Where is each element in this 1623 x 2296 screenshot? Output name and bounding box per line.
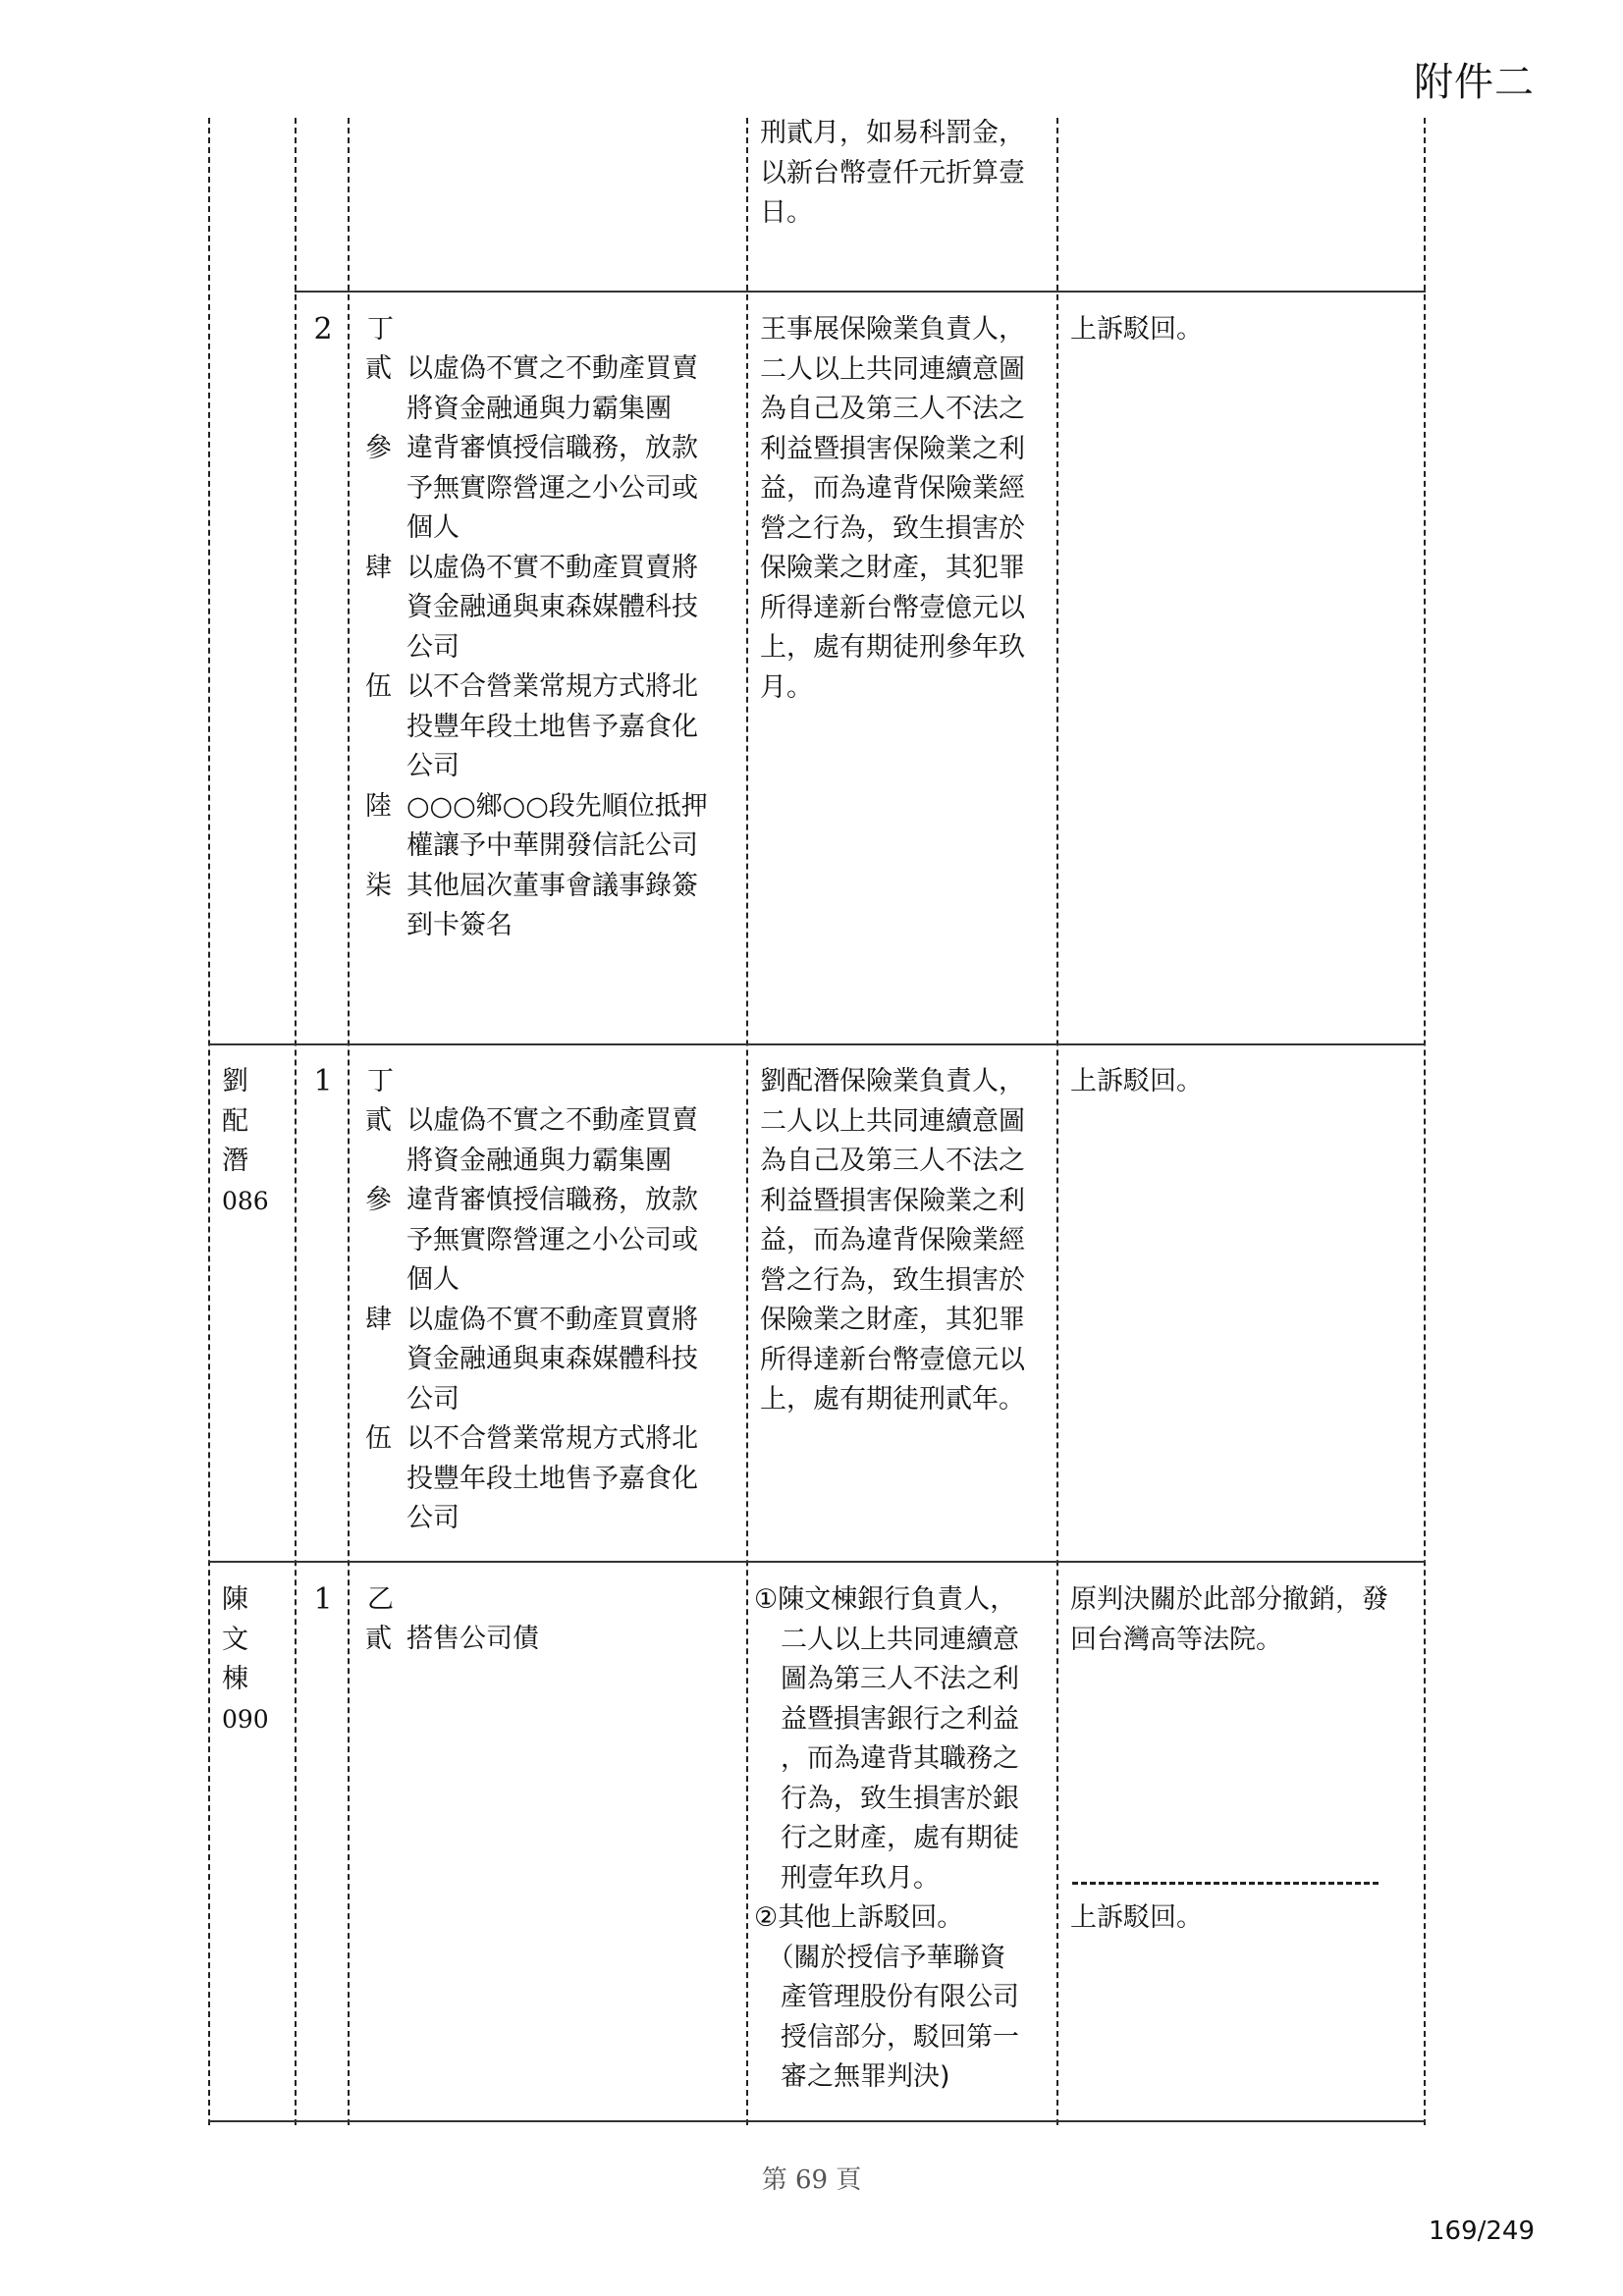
appeal-result: 上訴駁回。 — [1070, 314, 1203, 345]
column-border — [1056, 118, 1058, 2125]
judgment-line: 利益暨損害保險業之利 — [760, 433, 1025, 464]
judgment-line: 刑貳月，如易科罰金， — [760, 118, 1025, 148]
judgment-line: 利益暨損害保險業之利 — [760, 1185, 1025, 1216]
judgment-line: ②其他上訴駁回。 — [754, 1902, 964, 1933]
act-list — [365, 1620, 738, 1660]
judgment-line: 授信部分，駁回第一 — [754, 2021, 1019, 2053]
act-item — [365, 1181, 738, 1301]
page-number: 第 69 頁 — [761, 2165, 862, 2195]
judgment-cell — [760, 1062, 1045, 1420]
judgment-line: 二人以上共同連續意圖 — [760, 353, 1025, 385]
act-list — [365, 1101, 738, 1539]
judgment-line: 保險業之財產，其犯罪 — [760, 1305, 1025, 1335]
judgment-table — [208, 118, 1426, 2125]
act-number: 柒 — [365, 870, 392, 901]
name-char: 棟 — [222, 1664, 248, 1694]
row-divider — [208, 1043, 1426, 1045]
judgment-line: 為自己及第三人不法之 — [760, 394, 1025, 424]
row-divider — [208, 2120, 1426, 2122]
judgment-line: 行為，致生損害於銀 — [754, 1783, 1019, 1814]
act-description: 以虛偽不實不動產買賣將資金融通與東森媒體科技公司 — [406, 1304, 698, 1415]
judgment-line: 圖為第三人不法之利 — [754, 1664, 1019, 1694]
judgment-line: 產管理股份有限公司 — [754, 1982, 1019, 2012]
result-line: 回台灣高等法院。 — [1070, 1624, 1282, 1655]
act-number: 參 — [365, 433, 392, 463]
defendant-code: 086 — [222, 1186, 269, 1215]
judgment-line: ，而為違背其職務之 — [754, 1743, 1019, 1774]
judgment-cell-continuation — [760, 114, 1045, 234]
act-item — [365, 787, 738, 867]
act-number: 陸 — [365, 790, 392, 822]
judgment-line: 所得達新台幣壹億元以 — [760, 592, 1025, 623]
category-letter: 丁 — [367, 314, 394, 345]
judgment-line: 為自己及第三人不法之 — [760, 1146, 1025, 1176]
judgment-line: 月。 — [760, 671, 813, 703]
judgment-line: 二人以上共同連續意 — [754, 1624, 1019, 1655]
judgment-line: 營之行為，致生損害於 — [760, 512, 1025, 544]
attachment-label: 附件二 — [1414, 60, 1535, 105]
judgment-line: 益，而為違背保險業經 — [760, 473, 1025, 504]
defendant-name — [222, 1580, 281, 1739]
judgment-line: 二人以上共同連續意圖 — [760, 1105, 1025, 1137]
judgment-line: 益，而為違背保險業經 — [760, 1225, 1025, 1255]
act-description: 以不合營業常規方式將北投豐年段土地售予嘉食化公司 — [406, 1423, 698, 1533]
act-number: 肆 — [365, 1304, 392, 1335]
act-item — [365, 1620, 738, 1660]
row-divider — [295, 291, 1426, 293]
act-item — [365, 549, 738, 668]
judgment-cell — [754, 1580, 1039, 2098]
judgment-line: 上，處有期徒刑貳年。 — [760, 1384, 1025, 1415]
act-description: ○○○鄉○○段先順位抵押權讓予中華開發信託公司 — [406, 790, 708, 861]
appeal-result-secondary: 上訴駁回。 — [1070, 1902, 1203, 1933]
judgment-line: 審之無罪判決) — [754, 2061, 950, 2092]
sequence-number: 1 — [313, 1582, 333, 1617]
column-border — [208, 118, 210, 2125]
name-char: 陳 — [222, 1584, 248, 1615]
page-count: 169/249 — [1428, 2216, 1535, 2246]
name-char: 配 — [222, 1105, 248, 1137]
act-description: 以虛偽不實之不動產買賣將資金融通與力霸集團 — [406, 353, 698, 424]
result-separator — [1072, 1882, 1379, 1885]
judgment-line: 營之行為，致生損害於 — [760, 1264, 1025, 1296]
act-number: 貳 — [365, 1624, 392, 1654]
act-number: 參 — [365, 1185, 392, 1215]
judgment-line: 劉配潛保險業負責人， — [760, 1066, 1025, 1096]
name-char: 劉 — [222, 1066, 248, 1096]
act-item — [365, 1419, 738, 1539]
judgment-line: 行之財產，處有期徒 — [754, 1823, 1019, 1853]
act-description: 以虛偽不實之不動產買賣將資金融通與力霸集團 — [406, 1105, 698, 1176]
category-letter: 乙 — [367, 1584, 394, 1615]
judgment-line: 益暨損害銀行之利益 — [754, 1703, 1019, 1735]
appeal-result: 上訴駁回。 — [1070, 1066, 1203, 1096]
act-list — [365, 349, 738, 946]
judgment-line: 上，處有期徒刑參年玖 — [760, 632, 1025, 663]
act-item — [365, 349, 738, 429]
result-line: 原判決關於此部分撤銷，發 — [1070, 1584, 1388, 1615]
judgment-line: 保險業之財產，其犯罪 — [760, 553, 1025, 583]
column-border — [1424, 118, 1426, 2125]
judgment-line: （關於授信予華聯資 — [754, 1942, 1006, 1973]
judgment-line: 以新台幣壹仟元折算壹 — [760, 157, 1025, 188]
act-description: 違背審慎授信職務，放款予無實際營運之小公司或個人 — [406, 1185, 698, 1295]
judgment-line: 王事展保險業負責人， — [760, 314, 1025, 345]
judgment-line: ①陳文棟銀行負責人， — [754, 1584, 1017, 1615]
name-char: 文 — [222, 1624, 248, 1655]
act-number: 貳 — [365, 353, 392, 384]
judgment-line: 所得達新台幣壹億元以 — [760, 1344, 1025, 1375]
column-border — [746, 118, 748, 2125]
column-border — [348, 118, 350, 2125]
judgment-line: 日。 — [760, 197, 813, 228]
act-item — [365, 1301, 738, 1420]
act-description: 以不合營業常規方式將北投豐年段土地售予嘉食化公司 — [406, 671, 698, 781]
act-number: 貳 — [365, 1105, 392, 1136]
act-item — [365, 1101, 738, 1181]
sequence-number: 2 — [313, 312, 333, 347]
judgment-cell — [760, 310, 1045, 708]
defendant-code: 090 — [222, 1704, 269, 1734]
act-item — [365, 667, 738, 787]
act-item — [365, 867, 738, 946]
sequence-number: 1 — [313, 1064, 333, 1098]
appeal-result — [1070, 1580, 1414, 1660]
act-description: 違背審慎授信職務，放款予無實際營運之小公司或個人 — [406, 433, 698, 543]
act-description: 其他屆次董事會議事錄簽到卡簽名 — [406, 870, 698, 940]
judgment-line: 刑壹年玖月。 — [754, 1862, 940, 1894]
name-char: 潛 — [222, 1146, 248, 1176]
category-letter: 丁 — [367, 1066, 394, 1096]
act-description: 以虛偽不實不動產買賣將資金融通與東森媒體科技公司 — [406, 552, 698, 663]
act-number: 伍 — [365, 671, 392, 702]
defendant-name — [222, 1062, 281, 1221]
row-divider — [208, 1561, 1426, 1563]
column-border — [295, 118, 297, 2125]
act-number: 伍 — [365, 1423, 392, 1454]
act-description: 搭售公司債 — [406, 1624, 539, 1654]
act-item — [365, 429, 738, 549]
act-number: 肆 — [365, 552, 392, 583]
